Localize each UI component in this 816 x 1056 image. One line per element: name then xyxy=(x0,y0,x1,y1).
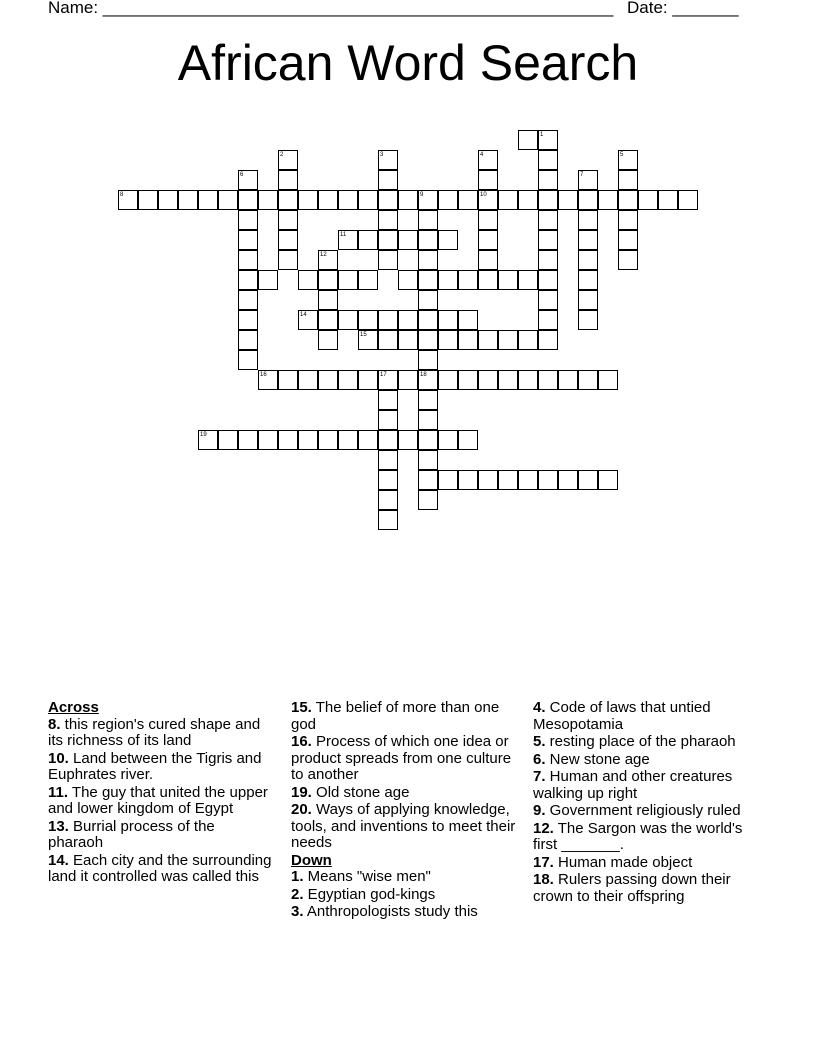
grid-cell[interactable] xyxy=(378,250,398,270)
grid-cell[interactable] xyxy=(238,310,258,330)
clue-num: 6. xyxy=(533,750,546,768)
grid-cell[interactable] xyxy=(238,430,258,450)
grid-cell[interactable] xyxy=(438,310,458,330)
grid-cell[interactable] xyxy=(238,210,258,230)
grid-cell[interactable] xyxy=(378,450,398,470)
clue-number: 17 xyxy=(380,372,387,378)
clue-text: The guy that united the upper and lower kingdom of Egypt xyxy=(48,783,268,817)
grid-cell[interactable] xyxy=(258,370,278,390)
page-title: African Word Search xyxy=(177,35,639,91)
clue-num: 13. xyxy=(48,817,69,835)
grid-cell[interactable] xyxy=(518,330,538,350)
grid-cell[interactable] xyxy=(618,210,638,230)
grid-cell[interactable] xyxy=(378,470,398,490)
clue-number: 7 xyxy=(580,172,584,178)
grid-cell[interactable] xyxy=(638,190,658,210)
grid-cell[interactable] xyxy=(318,430,338,450)
grid-cell[interactable] xyxy=(298,190,318,210)
grid-cell[interactable] xyxy=(538,290,558,310)
grid-cell[interactable] xyxy=(538,150,558,170)
clue-number: 12 xyxy=(320,252,327,258)
across-clue xyxy=(291,802,521,852)
grid-cell[interactable] xyxy=(498,470,518,490)
grid-cell[interactable] xyxy=(278,210,298,230)
clue-number: 3 xyxy=(380,152,384,158)
grid-cell[interactable] xyxy=(358,430,378,450)
clue-num: 11. xyxy=(48,783,69,801)
grid-cell[interactable] xyxy=(338,230,358,250)
down-clue xyxy=(533,734,748,751)
across-heading: Across xyxy=(48,699,99,716)
clue-num: 19. xyxy=(291,783,312,801)
clue-num: 9. xyxy=(533,802,546,819)
grid-cell[interactable] xyxy=(318,330,338,350)
grid-cell[interactable] xyxy=(118,190,138,210)
grid-cell[interactable] xyxy=(518,370,538,390)
grid-cell[interactable] xyxy=(518,270,538,290)
clue-number: 14 xyxy=(300,312,307,318)
grid-cell[interactable] xyxy=(418,350,438,370)
down-clue xyxy=(533,855,748,872)
clue-column-2 xyxy=(291,700,521,922)
grid-cell[interactable] xyxy=(298,370,318,390)
grid-cell[interactable] xyxy=(578,290,598,310)
grid-cell[interactable] xyxy=(538,270,558,290)
grid-cell[interactable] xyxy=(578,170,598,190)
grid-cell[interactable] xyxy=(278,250,298,270)
clue-text: Government religiously ruled xyxy=(545,802,741,819)
grid-cell[interactable] xyxy=(438,370,458,390)
grid-cell[interactable] xyxy=(298,430,318,450)
grid-cell[interactable] xyxy=(398,190,418,210)
grid-cell[interactable] xyxy=(318,310,338,330)
grid-cell[interactable] xyxy=(398,230,418,250)
grid-cell[interactable] xyxy=(418,310,438,330)
grid-cell[interactable] xyxy=(218,430,238,450)
clue-num: 15. xyxy=(291,699,312,716)
clue-number: 1 xyxy=(540,132,544,138)
grid-cell[interactable] xyxy=(498,370,518,390)
grid-cell[interactable] xyxy=(318,250,338,270)
clue-number: 6 xyxy=(240,172,244,178)
grid-cell[interactable] xyxy=(238,170,258,190)
grid-cell[interactable] xyxy=(278,370,298,390)
grid-cell[interactable] xyxy=(238,250,258,270)
grid-cell[interactable] xyxy=(418,410,438,430)
grid-cell[interactable] xyxy=(458,470,478,490)
grid-cell[interactable] xyxy=(418,210,438,230)
grid-cell[interactable] xyxy=(278,230,298,250)
grid-cell[interactable] xyxy=(438,190,458,210)
clue-number: 2 xyxy=(280,152,284,158)
clue-number: 10 xyxy=(480,192,487,198)
grid-cell[interactable] xyxy=(418,450,438,470)
grid-cell[interactable] xyxy=(538,210,558,230)
grid-cell[interactable] xyxy=(238,230,258,250)
grid-cell[interactable] xyxy=(498,330,518,350)
grid-cell[interactable] xyxy=(338,270,358,290)
clue-num: 12. xyxy=(533,819,554,837)
clue-num: 8. xyxy=(48,715,61,733)
grid-cell[interactable] xyxy=(358,330,378,350)
clue-text: Human made object xyxy=(553,853,693,871)
clue-column-1 xyxy=(48,700,273,887)
grid-cell[interactable] xyxy=(318,270,338,290)
grid-cell[interactable] xyxy=(598,370,618,390)
clue-num: 14. xyxy=(48,851,69,869)
grid-cell[interactable] xyxy=(578,270,598,290)
grid-cell[interactable] xyxy=(278,170,298,190)
grid-cell[interactable] xyxy=(418,490,438,510)
grid-cell[interactable] xyxy=(378,170,398,190)
grid-cell[interactable] xyxy=(538,130,558,150)
clue-number: 18 xyxy=(420,372,427,378)
clue-text: Egyptian god-kings xyxy=(303,885,436,903)
grid-cell[interactable] xyxy=(318,370,338,390)
clue-num: 3. xyxy=(291,903,304,920)
grid-cell[interactable] xyxy=(438,470,458,490)
clue-number: 19 xyxy=(200,432,207,438)
grid-cell[interactable] xyxy=(418,470,438,490)
clue-text: Means "wise men" xyxy=(303,868,431,885)
grid-cell[interactable] xyxy=(318,190,338,210)
grid-cell[interactable] xyxy=(418,250,438,270)
grid-cell[interactable] xyxy=(578,250,598,270)
grid-cell[interactable] xyxy=(418,190,438,210)
grid-cell[interactable] xyxy=(418,330,438,350)
grid-cell[interactable] xyxy=(418,390,438,410)
clue-number: 15 xyxy=(360,332,367,338)
grid-cell[interactable] xyxy=(478,210,498,230)
clue-text: this region's cured shape and its richness of its land xyxy=(48,715,261,749)
clue-number: 16 xyxy=(260,372,267,378)
clue-text: The belief of more than one god xyxy=(291,699,500,733)
grid-cell[interactable] xyxy=(378,510,398,530)
down-clue xyxy=(533,821,748,854)
clue-number: 8 xyxy=(120,192,124,198)
grid-cell[interactable] xyxy=(458,310,478,330)
grid-cell[interactable] xyxy=(398,430,418,450)
grid-cell[interactable] xyxy=(478,330,498,350)
clue-text: Anthropologists study this xyxy=(303,903,478,920)
grid-cell[interactable] xyxy=(378,390,398,410)
grid-cell[interactable] xyxy=(238,290,258,310)
clue-number: 4 xyxy=(480,152,484,158)
clue-text: Ways of applying knowledge, tools, and inventions to meet their needs xyxy=(291,801,516,851)
grid-cell[interactable] xyxy=(238,350,258,370)
grid-cell[interactable] xyxy=(478,230,498,250)
grid-cell[interactable] xyxy=(538,370,558,390)
clue-text: Land between the Tigris and Euphrates river. xyxy=(48,749,262,783)
clue-text: Process of which one idea or product spreads from one culture to another xyxy=(291,733,512,783)
clue-number: 5 xyxy=(620,152,624,158)
grid-cell[interactable] xyxy=(198,190,218,210)
grid-cell[interactable] xyxy=(578,230,598,250)
clue-column-3 xyxy=(533,700,748,906)
grid-cell[interactable] xyxy=(418,270,438,290)
across-clue xyxy=(48,717,273,750)
down-clue xyxy=(291,887,521,904)
grid-cell[interactable] xyxy=(538,310,558,330)
grid-cell[interactable] xyxy=(618,190,638,210)
grid-cell[interactable] xyxy=(378,370,398,390)
grid-cell[interactable] xyxy=(618,250,638,270)
clue-text: Code of laws that untied Mesopotamia xyxy=(533,699,711,733)
clue-num: 20. xyxy=(291,801,312,818)
clue-number: 9 xyxy=(420,192,424,198)
grid-cell[interactable] xyxy=(318,290,338,310)
grid-cell[interactable] xyxy=(578,210,598,230)
down-clue xyxy=(291,904,521,921)
grid-cell[interactable] xyxy=(358,310,378,330)
grid-cell[interactable] xyxy=(538,190,558,210)
clue-num: 17. xyxy=(533,853,554,871)
grid-cell[interactable] xyxy=(378,490,398,510)
grid-cell[interactable] xyxy=(478,190,498,210)
grid-cell[interactable] xyxy=(178,190,198,210)
grid-cell[interactable] xyxy=(378,190,398,210)
grid-cell[interactable] xyxy=(618,170,638,190)
clue-num: 5. xyxy=(533,733,546,750)
grid-cell[interactable] xyxy=(598,190,618,210)
grid-cell[interactable] xyxy=(458,190,478,210)
grid-cell[interactable] xyxy=(378,210,398,230)
grid-cell[interactable] xyxy=(478,370,498,390)
grid-cell[interactable] xyxy=(238,190,258,210)
grid-cell[interactable] xyxy=(438,430,458,450)
down-clue xyxy=(291,869,521,886)
grid-cell[interactable] xyxy=(338,370,358,390)
grid-cell[interactable] xyxy=(658,190,678,210)
grid-cell[interactable] xyxy=(238,270,258,290)
grid-cell[interactable] xyxy=(578,470,598,490)
down-clue xyxy=(533,803,748,820)
across-clue xyxy=(48,819,273,852)
grid-cell[interactable] xyxy=(378,230,398,250)
grid-cell[interactable] xyxy=(198,430,218,450)
grid-cell[interactable] xyxy=(538,230,558,250)
grid-cell[interactable] xyxy=(498,270,518,290)
across-clue xyxy=(48,853,273,886)
grid-cell[interactable] xyxy=(558,190,578,210)
grid-cell[interactable] xyxy=(478,150,498,170)
grid-cell[interactable] xyxy=(398,310,418,330)
grid-cell[interactable] xyxy=(438,330,458,350)
grid-cell[interactable] xyxy=(558,370,578,390)
grid-cell[interactable] xyxy=(678,190,698,210)
grid-cell[interactable] xyxy=(598,470,618,490)
grid-cell[interactable] xyxy=(358,230,378,250)
across-clue xyxy=(291,700,521,733)
grid-cell[interactable] xyxy=(258,190,278,210)
name-field-label[interactable]: Name: ______________________________________________________ xyxy=(48,0,614,17)
grid-cell[interactable] xyxy=(458,270,478,290)
grid-cell[interactable] xyxy=(458,330,478,350)
grid-cell[interactable] xyxy=(538,330,558,350)
clue-text: resting place of the pharaoh xyxy=(545,733,736,750)
grid-cell[interactable] xyxy=(338,430,358,450)
grid-cell[interactable] xyxy=(538,470,558,490)
grid-cell[interactable] xyxy=(258,430,278,450)
grid-cell[interactable] xyxy=(558,470,578,490)
grid-cell[interactable] xyxy=(518,470,538,490)
down-clue xyxy=(533,769,748,802)
across-clue xyxy=(48,785,273,818)
grid-cell[interactable] xyxy=(298,270,318,290)
grid-cell[interactable] xyxy=(478,170,498,190)
grid-cell[interactable] xyxy=(378,330,398,350)
across-clue xyxy=(291,785,521,802)
grid-cell[interactable] xyxy=(538,170,558,190)
grid-cell[interactable] xyxy=(338,310,358,330)
grid-cell[interactable] xyxy=(478,270,498,290)
down-clue xyxy=(533,752,748,769)
grid-cell[interactable] xyxy=(518,190,538,210)
across-clue xyxy=(48,751,273,784)
clue-text: Human and other creatures walking up right xyxy=(533,768,733,802)
grid-cell[interactable] xyxy=(278,430,298,450)
grid-cell[interactable] xyxy=(418,430,438,450)
grid-cell[interactable] xyxy=(378,430,398,450)
down-clue xyxy=(533,872,748,905)
grid-cell[interactable] xyxy=(518,130,538,150)
clue-number: 11 xyxy=(340,232,347,238)
clue-num: 7. xyxy=(533,768,546,785)
grid-cell[interactable] xyxy=(158,190,178,210)
grid-cell[interactable] xyxy=(278,190,298,210)
grid-cell[interactable] xyxy=(358,190,378,210)
grid-cell[interactable] xyxy=(298,310,318,330)
grid-cell[interactable] xyxy=(378,310,398,330)
grid-cell[interactable] xyxy=(358,270,378,290)
grid-cell[interactable] xyxy=(378,410,398,430)
across-clue xyxy=(291,734,521,784)
grid-cell[interactable] xyxy=(478,470,498,490)
grid-cell[interactable] xyxy=(578,190,598,210)
down-heading: Down xyxy=(291,851,332,869)
grid-cell[interactable] xyxy=(618,230,638,250)
grid-cell[interactable] xyxy=(578,370,598,390)
grid-cell[interactable] xyxy=(418,290,438,310)
clue-text: Rulers passing down their crown to their offspring xyxy=(533,871,731,905)
grid-cell[interactable] xyxy=(498,190,518,210)
clue-text: Old stone age xyxy=(311,783,410,801)
grid-cell[interactable] xyxy=(278,150,298,170)
clue-num: 10. xyxy=(48,749,69,767)
grid-cell[interactable] xyxy=(138,190,158,210)
date-field-label[interactable]: Date: _______ xyxy=(627,0,739,17)
grid-cell[interactable] xyxy=(218,190,238,210)
grid-cell[interactable] xyxy=(438,270,458,290)
grid-cell[interactable] xyxy=(478,250,498,270)
grid-cell[interactable] xyxy=(398,270,418,290)
grid-cell[interactable] xyxy=(578,310,598,330)
clue-num: 1. xyxy=(291,868,304,885)
grid-cell[interactable] xyxy=(238,330,258,350)
grid-cell[interactable] xyxy=(538,250,558,270)
grid-cell[interactable] xyxy=(618,150,638,170)
grid-cell[interactable] xyxy=(398,330,418,350)
grid-cell[interactable] xyxy=(258,270,278,290)
grid-cell[interactable] xyxy=(418,370,438,390)
grid-cell[interactable] xyxy=(438,230,458,250)
down-clue xyxy=(533,700,748,733)
clue-num: 2. xyxy=(291,885,304,903)
grid-cell[interactable] xyxy=(338,190,358,210)
grid-cell[interactable] xyxy=(378,150,398,170)
clue-num: 18. xyxy=(533,871,554,888)
grid-cell[interactable] xyxy=(358,370,378,390)
clue-num: 16. xyxy=(291,733,312,750)
clue-text: Each city and the surrounding land it controlled was called this xyxy=(48,851,272,885)
grid-cell[interactable] xyxy=(418,230,438,250)
grid-cell[interactable] xyxy=(458,370,478,390)
clue-text: New stone age xyxy=(545,750,650,768)
grid-cell[interactable] xyxy=(398,370,418,390)
clue-num: 4. xyxy=(533,699,546,716)
clue-text: The Sargon was the world's first _______. xyxy=(533,819,743,853)
clue-text: Burrial process of the pharaoh xyxy=(48,817,215,851)
grid-cell[interactable] xyxy=(458,430,478,450)
